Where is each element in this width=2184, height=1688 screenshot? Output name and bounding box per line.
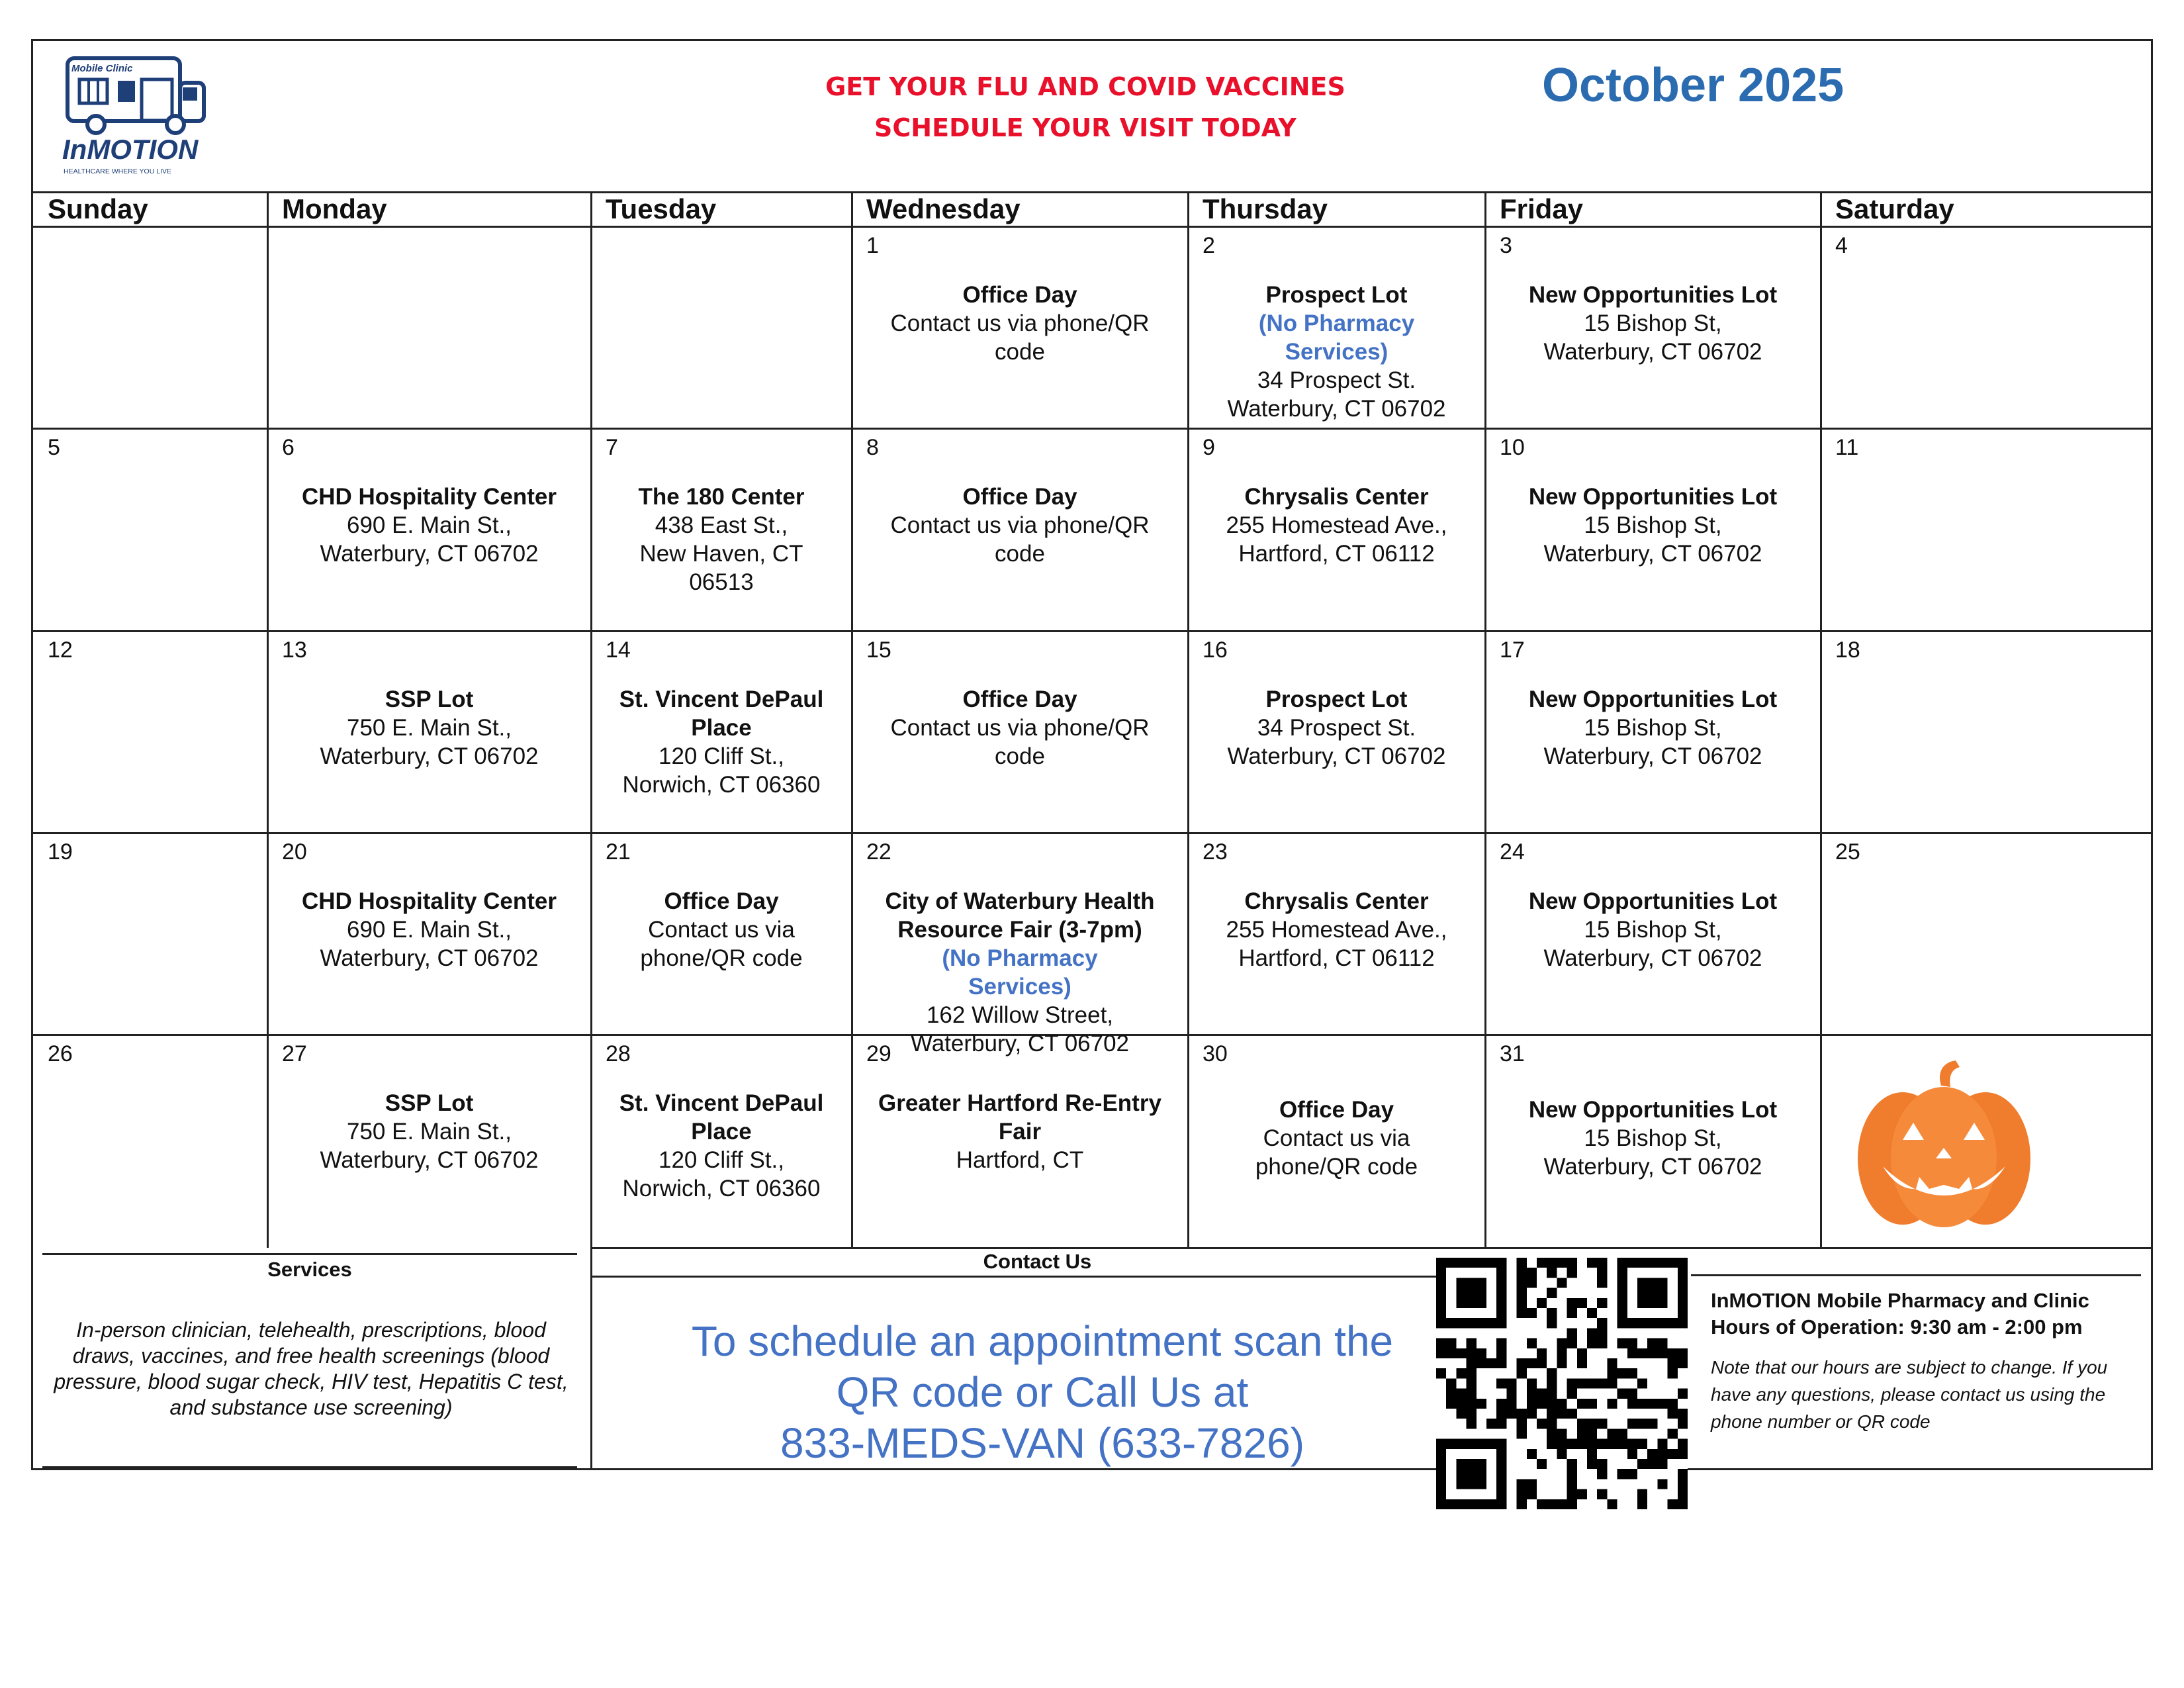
headline [754, 66, 1416, 148]
day-number: 31 [1500, 1041, 1525, 1066]
pharmacy-note: (No Pharmacy Services) [942, 945, 1098, 1000]
event-address-line: 06513 [689, 569, 754, 595]
event-details [1485, 1096, 1821, 1181]
day-number: 17 [1500, 637, 1525, 663]
event-address-line: 34 Prospect St. [1257, 367, 1416, 393]
event-details [267, 685, 591, 771]
day-cell [852, 226, 1188, 428]
event-address-line: 438 East St., [655, 512, 788, 538]
event-address-line: Waterbury, CT 06702 [910, 1031, 1130, 1056]
day-number: 4 [1835, 233, 1848, 258]
event-address-line: 15 Bishop St, [1584, 310, 1722, 336]
day-cell [852, 1035, 1188, 1248]
day-cell [1188, 226, 1485, 428]
schedule-cta [622, 1316, 1463, 1469]
day-cell [1188, 428, 1485, 631]
event-address-line: Waterbury, CT 06702 [1543, 339, 1762, 365]
event-details [267, 483, 591, 568]
event-details [591, 685, 852, 799]
event-venue: Office Day [962, 484, 1077, 510]
day-cell [852, 428, 1188, 631]
hours-title-line-1: InMOTION Mobile Pharmacy and Clinic [1711, 1289, 2089, 1312]
day-cell [267, 1035, 591, 1248]
svg-text:InMOTION: InMOTION [62, 134, 199, 165]
event-venue: Office Day [664, 888, 779, 914]
weekday-header-thursday: Thursday [1203, 193, 1328, 224]
event-address-line: Waterbury, CT 06702 [320, 541, 539, 567]
day-number: 26 [48, 1041, 73, 1066]
event-address-line: Norwich, CT 06360 [622, 1176, 821, 1201]
event-address-line: Norwich, CT 06360 [622, 772, 821, 798]
event-address-line: New Haven, CT [639, 541, 803, 567]
event-address-line: 15 Bishop St, [1584, 1125, 1722, 1151]
event-venue: Prospect Lot [1265, 686, 1408, 712]
event-address-line: 690 E. Main St., [346, 917, 512, 943]
event-address-line: Waterbury, CT 06702 [1227, 743, 1446, 769]
event-address-line: 15 Bishop St, [1584, 512, 1722, 538]
event-details [591, 1089, 852, 1203]
day-cell [1188, 631, 1485, 833]
day-number: 11 [1835, 435, 1859, 460]
weekday-header-saturday: Saturday [1835, 193, 1954, 224]
day-cell [852, 631, 1188, 833]
inmotion-logo [60, 53, 212, 179]
event-venue: CHD Hospitality Center [301, 484, 557, 510]
event-details [267, 1089, 591, 1174]
day-number: 18 [1835, 637, 1860, 663]
event-address-line: Contact us via phone/QR [890, 310, 1150, 336]
cta-line-2: QR code or Call Us at [836, 1368, 1249, 1416]
day-cell [591, 226, 852, 428]
day-cell [1485, 226, 1821, 428]
event-details [852, 483, 1188, 568]
event-address-line: Contact us via phone/QR [890, 715, 1150, 741]
event-details [1188, 281, 1485, 423]
event-address-line: 750 E. Main St., [346, 715, 512, 741]
day-cell [267, 226, 591, 428]
event-address-line: phone/QR code [1255, 1154, 1418, 1180]
day-cell [267, 428, 591, 631]
event-address-line: Contact us via [1263, 1125, 1410, 1151]
contact-title: Contact Us [983, 1250, 1092, 1273]
event-details [1188, 685, 1485, 771]
day-cell [33, 833, 267, 1035]
services-title: Services [267, 1258, 352, 1281]
event-venue: City of Waterbury Health Resource Fair (3-7pm) [885, 888, 1155, 943]
event-address-line: 120 Cliff St., [658, 743, 784, 769]
services-rule-bottom [42, 1466, 577, 1468]
event-details [852, 887, 1188, 1058]
event-details [852, 685, 1188, 771]
event-address-line: 34 Prospect St. [1257, 715, 1416, 741]
event-address-line: Waterbury, CT 06702 [320, 945, 539, 971]
day-number: 10 [1500, 435, 1525, 460]
day-cell [33, 1035, 267, 1248]
event-venue: New Opportunities Lot [1528, 888, 1778, 914]
day-number: 20 [282, 839, 307, 865]
event-venue: The 180 Center [638, 484, 805, 510]
cta-line-1: To schedule an appointment scan the [691, 1317, 1394, 1365]
day-number: 15 [866, 637, 891, 663]
event-address-line: 255 Homestead Ave., [1226, 917, 1447, 943]
pharmacy-note: (No Pharmacy Services) [1258, 310, 1415, 365]
event-venue: Prospect Lot [1265, 282, 1408, 308]
event-address-line: 15 Bishop St, [1584, 715, 1722, 741]
hours-title [1711, 1288, 2141, 1340]
event-address-line: Waterbury, CT 06702 [1227, 396, 1446, 422]
day-number: 8 [866, 435, 879, 460]
day-number: 6 [282, 435, 295, 460]
contact-rule [592, 1276, 1439, 1278]
event-address-line: Waterbury, CT 06702 [1543, 541, 1762, 567]
cta-phone: 833-MEDS-VAN (633-7826) [780, 1419, 1305, 1467]
day-cell [1821, 226, 2153, 428]
day-cell [591, 428, 852, 631]
event-venue: Office Day [962, 282, 1077, 308]
day-number: 14 [606, 637, 631, 663]
hours-title-line-2: Hours of Operation: 9:30 am - 2:00 pm [1711, 1315, 2083, 1338]
event-details [1485, 281, 1821, 366]
day-cell [1485, 631, 1821, 833]
qr-code-icon[interactable] [1436, 1258, 1688, 1509]
event-address-line: Waterbury, CT 06702 [1543, 945, 1762, 971]
event-address-line: 162 Willow Street, [926, 1002, 1114, 1028]
hours-rule [1691, 1274, 2141, 1276]
svg-text:Mobile Clinic: Mobile Clinic [71, 63, 133, 74]
event-venue: Greater Hartford Re-Entry Fair [878, 1090, 1161, 1145]
day-number: 3 [1500, 233, 1512, 258]
event-address-line: code [995, 743, 1045, 769]
event-address-line: Waterbury, CT 06702 [320, 1147, 539, 1173]
event-venue: New Opportunities Lot [1528, 1097, 1778, 1123]
hours-panel [1711, 1288, 2141, 1435]
event-venue: Chrysalis Center [1244, 484, 1429, 510]
event-venue: St. Vincent DePaul Place [619, 1090, 824, 1145]
day-cell [1485, 833, 1821, 1035]
services-divider [590, 1248, 592, 1470]
event-address-line: Waterbury, CT 06702 [1543, 743, 1762, 769]
event-address-line: Contact us via [648, 917, 795, 943]
day-cell [591, 1035, 852, 1248]
event-address-line: Hartford, CT 06112 [1238, 945, 1435, 971]
event-details [1188, 483, 1485, 568]
event-address-line: Waterbury, CT 06702 [1543, 1154, 1762, 1180]
event-details [591, 483, 852, 596]
event-address-line: code [995, 339, 1045, 365]
day-number: 23 [1203, 839, 1228, 865]
event-venue: SSP Lot [385, 1090, 474, 1116]
headline-line-2: SCHEDULE YOUR VISIT TODAY [874, 113, 1297, 142]
day-cell [33, 631, 267, 833]
hours-note: Note that our hours are subject to change. If you have any questions, please contact us using the phone number or QR code [1711, 1357, 2108, 1432]
day-number: 29 [866, 1041, 891, 1066]
jack-o-lantern-icon [1856, 1059, 2032, 1228]
event-address-line: 750 E. Main St., [346, 1119, 512, 1145]
day-number: 5 [48, 435, 60, 460]
event-venue: SSP Lot [385, 686, 474, 712]
day-number: 24 [1500, 839, 1525, 865]
day-number: 21 [606, 839, 631, 865]
day-number: 19 [48, 839, 73, 865]
day-cell [1821, 833, 2153, 1035]
event-address-line: 15 Bishop St, [1584, 917, 1722, 943]
event-venue: New Opportunities Lot [1528, 484, 1778, 510]
event-details [1485, 685, 1821, 771]
weekday-header-friday: Friday [1500, 193, 1584, 224]
day-number: 12 [48, 637, 73, 663]
day-number: 2 [1203, 233, 1215, 258]
day-cell [1188, 1035, 1485, 1248]
day-cell [267, 631, 591, 833]
weekday-header-tuesday: Tuesday [606, 193, 717, 224]
event-venue: Chrysalis Center [1244, 888, 1429, 914]
event-address-line: 120 Cliff St., [658, 1147, 784, 1173]
event-details [591, 887, 852, 972]
weekday-header-wednesday: Wednesday [866, 193, 1021, 224]
event-address-line: phone/QR code [640, 945, 803, 971]
svg-text:HEALTHCARE WHERE YOU LIVE: HEALTHCARE WHERE YOU LIVE [64, 167, 171, 175]
event-venue: Office Day [962, 686, 1077, 712]
day-cell [1821, 631, 2153, 833]
services-text: In-person clinician, telehealth, prescriptions, blood draws, vaccines, and free health screenings (blood pressure, blood sugar check, HIV test, Hepatitis C test, and substance use screening) [54, 1318, 569, 1419]
day-number: 25 [1835, 839, 1860, 865]
event-address-line: code [995, 541, 1045, 567]
day-cell [1485, 428, 1821, 631]
event-details [1188, 1096, 1485, 1181]
day-number: 9 [1203, 435, 1215, 460]
event-details [1485, 483, 1821, 568]
day-cell [267, 833, 591, 1035]
event-venue: CHD Hospitality Center [301, 888, 557, 914]
day-number: 28 [606, 1041, 631, 1066]
event-venue: New Opportunities Lot [1528, 686, 1778, 712]
day-cell [33, 428, 267, 631]
event-venue: Office Day [1279, 1097, 1394, 1123]
services-rule-top [42, 1253, 577, 1255]
day-cell [33, 226, 267, 428]
event-address-line: Hartford, CT [956, 1147, 1084, 1173]
day-cell [591, 631, 852, 833]
day-number: 27 [282, 1041, 307, 1066]
event-address-line: Hartford, CT 06112 [1238, 541, 1435, 567]
day-number: 22 [866, 839, 891, 865]
weekday-header-monday: Monday [282, 193, 387, 224]
event-details [1485, 887, 1821, 972]
day-number: 13 [282, 637, 307, 663]
headline-line-1: GET YOUR FLU AND COVID VACCINES [825, 72, 1345, 101]
event-venue: St. Vincent DePaul Place [619, 686, 824, 741]
event-venue: New Opportunities Lot [1528, 282, 1778, 308]
day-cell [591, 833, 852, 1035]
event-address-line: 690 E. Main St., [346, 512, 512, 538]
day-cell [1188, 833, 1485, 1035]
event-details [267, 887, 591, 972]
event-address-line: Contact us via phone/QR [890, 512, 1150, 538]
event-address-line: Waterbury, CT 06702 [320, 743, 539, 769]
day-cell [1821, 428, 2153, 631]
day-number: 1 [866, 233, 879, 258]
event-address-line: 255 Homestead Ave., [1226, 512, 1447, 538]
event-details [852, 1089, 1188, 1174]
day-cell [1485, 1035, 1821, 1248]
event-details [852, 281, 1188, 366]
day-number: 16 [1203, 637, 1228, 663]
month-title: October 2025 [1542, 59, 1844, 112]
day-number: 7 [606, 435, 618, 460]
day-number: 30 [1203, 1041, 1228, 1066]
event-details [1188, 887, 1485, 972]
weekday-header-sunday: Sunday [48, 193, 148, 224]
